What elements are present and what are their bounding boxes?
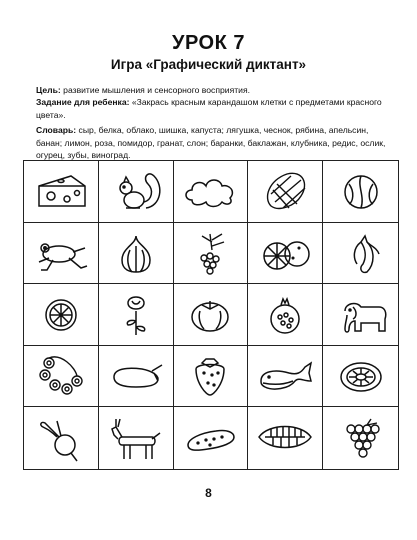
grid-cell-garlic[interactable] [99, 223, 174, 285]
grid-cell-whale[interactable] [248, 346, 323, 408]
banana-icon [331, 228, 391, 278]
dictionary-label: Словарь: [36, 125, 77, 135]
grid-cell-kiwi[interactable] [323, 346, 398, 408]
goal-label: Цель: [36, 85, 61, 95]
lemon-icon [31, 289, 91, 339]
grid-cell-rose[interactable] [99, 284, 174, 346]
goal-text: развитие мышления и сенсорного восприятия. [60, 85, 251, 95]
lesson-title: УРОК 7 [172, 32, 245, 54]
squirrel-icon [106, 166, 166, 216]
game-title: Игра «Графический диктант» [110, 57, 307, 72]
dictionary-text: сыр, белка, облако, шишка, капуста; лягушка, чеснок, рябина, апельсин, банан; лимон, роза, помидор, гранат, слон; баранки, баклажан, клубника, редис, ослик, огурец, зубы, виноград. [36, 125, 386, 161]
bagels-icon [31, 351, 91, 401]
dictionary-paragraph [36, 124, 390, 162]
eggplant-icon [106, 351, 166, 401]
page-number: 8 [205, 486, 212, 500]
rowan-icon [180, 228, 240, 278]
cheese-icon [31, 166, 91, 216]
whale-icon [255, 351, 315, 401]
garlic-icon [106, 228, 166, 278]
grid-cell-grapes[interactable] [323, 407, 398, 469]
grid-cell-cheese[interactable] [24, 161, 99, 223]
grid-cell-rowan[interactable] [174, 223, 249, 285]
task-text: «Закрась красным карандашом клетки с предметами красного цвета». [36, 97, 382, 120]
cabbage-icon [331, 166, 391, 216]
grid-cell-radish[interactable] [24, 407, 99, 469]
task-label: Задание для ребенка: [36, 97, 130, 107]
strawberry-icon [180, 351, 240, 401]
frog-icon [31, 228, 91, 278]
grid-cell-squirrel[interactable] [99, 161, 174, 223]
cucumber-icon [180, 413, 240, 463]
grid-cell-tomato[interactable] [174, 284, 249, 346]
grid-cell-cloud[interactable] [174, 161, 249, 223]
pomegranate-icon [255, 289, 315, 339]
grid-cell-pomegranate[interactable] [248, 284, 323, 346]
grid-cell-cucumber[interactable] [174, 407, 249, 469]
grapes-icon [331, 413, 391, 463]
pinecone-icon [255, 166, 315, 216]
grid-cell-eggplant[interactable] [99, 346, 174, 408]
grid-cell-lemon[interactable] [24, 284, 99, 346]
rose-icon [106, 289, 166, 339]
orange-icon [255, 228, 315, 278]
kiwi-icon [331, 351, 391, 401]
grid-cell-donkey[interactable] [99, 407, 174, 469]
radish-icon [31, 413, 91, 463]
grid-cell-banana[interactable] [323, 223, 398, 285]
grid-cell-pinecone[interactable] [248, 161, 323, 223]
task-paragraph [36, 96, 390, 121]
grid-cell-orange[interactable] [248, 223, 323, 285]
grid-cell-cabbage[interactable] [323, 161, 398, 223]
tomato-icon [180, 289, 240, 339]
grid-cell-bagels[interactable] [24, 346, 99, 408]
teeth-icon [255, 413, 315, 463]
grid-cell-strawberry[interactable] [174, 346, 249, 408]
grid-cell-teeth[interactable] [248, 407, 323, 469]
goal-paragraph [36, 84, 390, 97]
picture-grid [23, 160, 399, 470]
elephant-icon [331, 289, 391, 339]
cloud-icon [180, 166, 240, 216]
donkey-icon [106, 413, 166, 463]
grid-cell-elephant[interactable] [323, 284, 398, 346]
grid-cell-frog[interactable] [24, 223, 99, 285]
